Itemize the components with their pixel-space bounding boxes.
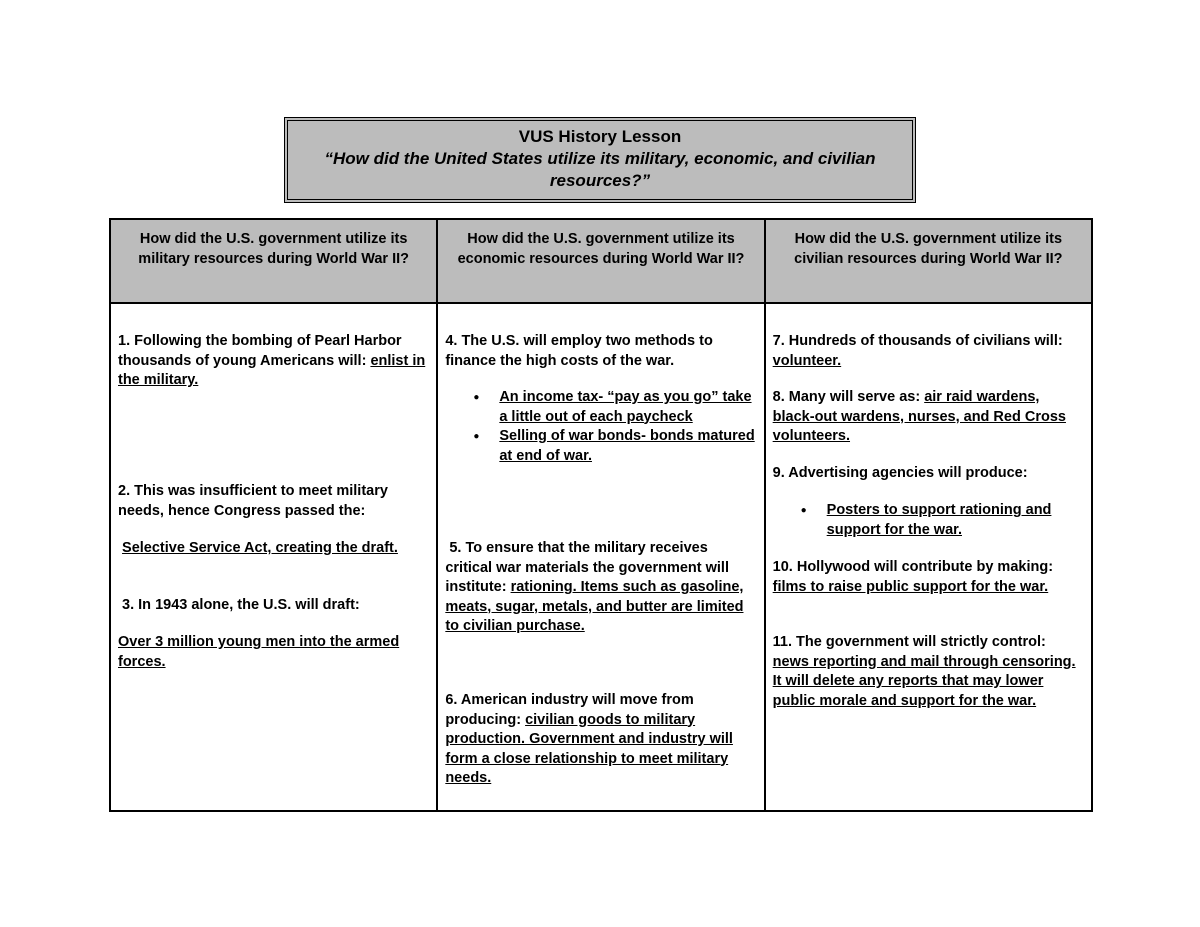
item-7-answer: volunteer. — [772, 352, 842, 369]
item-11-answer: news reporting and mail through censoring. It will delete any reports that may lower public morale and support for the war. — [772, 653, 1076, 709]
list-item — [445, 388, 757, 427]
lesson-title-inner — [287, 120, 913, 200]
item-1 — [118, 332, 430, 391]
item-10 — [773, 558, 1085, 597]
item-7 — [773, 332, 1085, 371]
item-5-text: 5. To ensure that the military receives critical war materials the government will institute: — [445, 540, 729, 595]
item-9 — [773, 464, 1085, 484]
item-6-text: 6. American industry will move from producing: — [445, 692, 694, 728]
header-civilian: How did the U.S. government utilize its civilian resources during World War II? — [765, 219, 1092, 303]
item-4 — [445, 332, 757, 371]
item-4-text: 4. The U.S. will employ two methods to finance the high costs of the war. — [445, 333, 713, 369]
civilian-column — [765, 303, 1092, 811]
header-row — [110, 219, 1092, 303]
bullet-war-bonds: Selling of war bonds- bonds matured at end of war. — [499, 428, 755, 464]
item-2-answer: Selective Service Act, creating the draft. — [122, 540, 398, 556]
military-column — [110, 303, 437, 811]
item-10-answer: films to raise public support for the war. — [772, 578, 1049, 595]
item-2-answer-block — [118, 539, 430, 559]
lesson-title-box — [284, 117, 916, 203]
lesson-question: “How did the United States utilize its military, economic, and civilian resources?” — [324, 149, 876, 190]
item-11-text: 11. The government will strictly control: — [772, 634, 1046, 650]
content-row — [110, 303, 1092, 811]
item-3-answer: Over 3 million young men into the armed forces. — [118, 634, 400, 670]
bullet-posters: Posters to support rationing and support for the war. — [826, 502, 1052, 538]
item-10-text: 10. Hollywood will contribute by making: — [772, 559, 1054, 575]
item-8-text: 8. Many will serve as: — [772, 389, 925, 405]
item-2 — [118, 482, 430, 521]
item-2-text: 2. This was insufficient to meet military needs, hence Congress passed the: — [118, 483, 388, 519]
item-5 — [445, 539, 757, 637]
economic-column — [437, 303, 764, 811]
item-5-answer: rationing. Items such as gasoline, meats, sugar, metals, and butter are limited to civilian purchase. — [445, 579, 744, 634]
item-1-text: 1. Following the bombing of Pearl Harbor thousands of young Americans will: — [118, 333, 402, 369]
item-3 — [118, 596, 430, 616]
item-7-text: 7. Hundreds of thousands of civilians will: — [772, 333, 1063, 349]
item-8 — [773, 388, 1085, 447]
resources-table — [109, 218, 1093, 812]
item-11 — [773, 633, 1085, 711]
bullet-income-tax: An income tax- “pay as you go” take a little out of each paycheck — [499, 389, 752, 425]
item-8-answer: air raid wardens, black-out wardens, nurses, and Red Cross volunteers. — [772, 389, 1066, 444]
header-economic: How did the U.S. government utilize its economic resources during World War II? — [437, 219, 764, 303]
lesson-heading: VUS History Lesson — [518, 127, 682, 146]
item-3-text: 3. In 1943 alone, the U.S. will draft: — [122, 597, 360, 613]
item-9-text: 9. Advertising agencies will produce: — [772, 465, 1028, 481]
header-military: How did the U.S. government utilize its military resources during World War II? — [110, 219, 437, 303]
advertising-list — [773, 501, 1085, 540]
list-item — [773, 501, 1085, 540]
list-item — [445, 427, 757, 466]
finance-methods-list — [445, 388, 757, 466]
item-1-answer: enlist in the military. — [118, 352, 426, 388]
item-6 — [445, 691, 757, 789]
item-6-answer: civilian goods to military production. Government and industry will form a close relationship to meet military needs. — [445, 711, 733, 786]
item-3-answer-block — [118, 633, 430, 672]
